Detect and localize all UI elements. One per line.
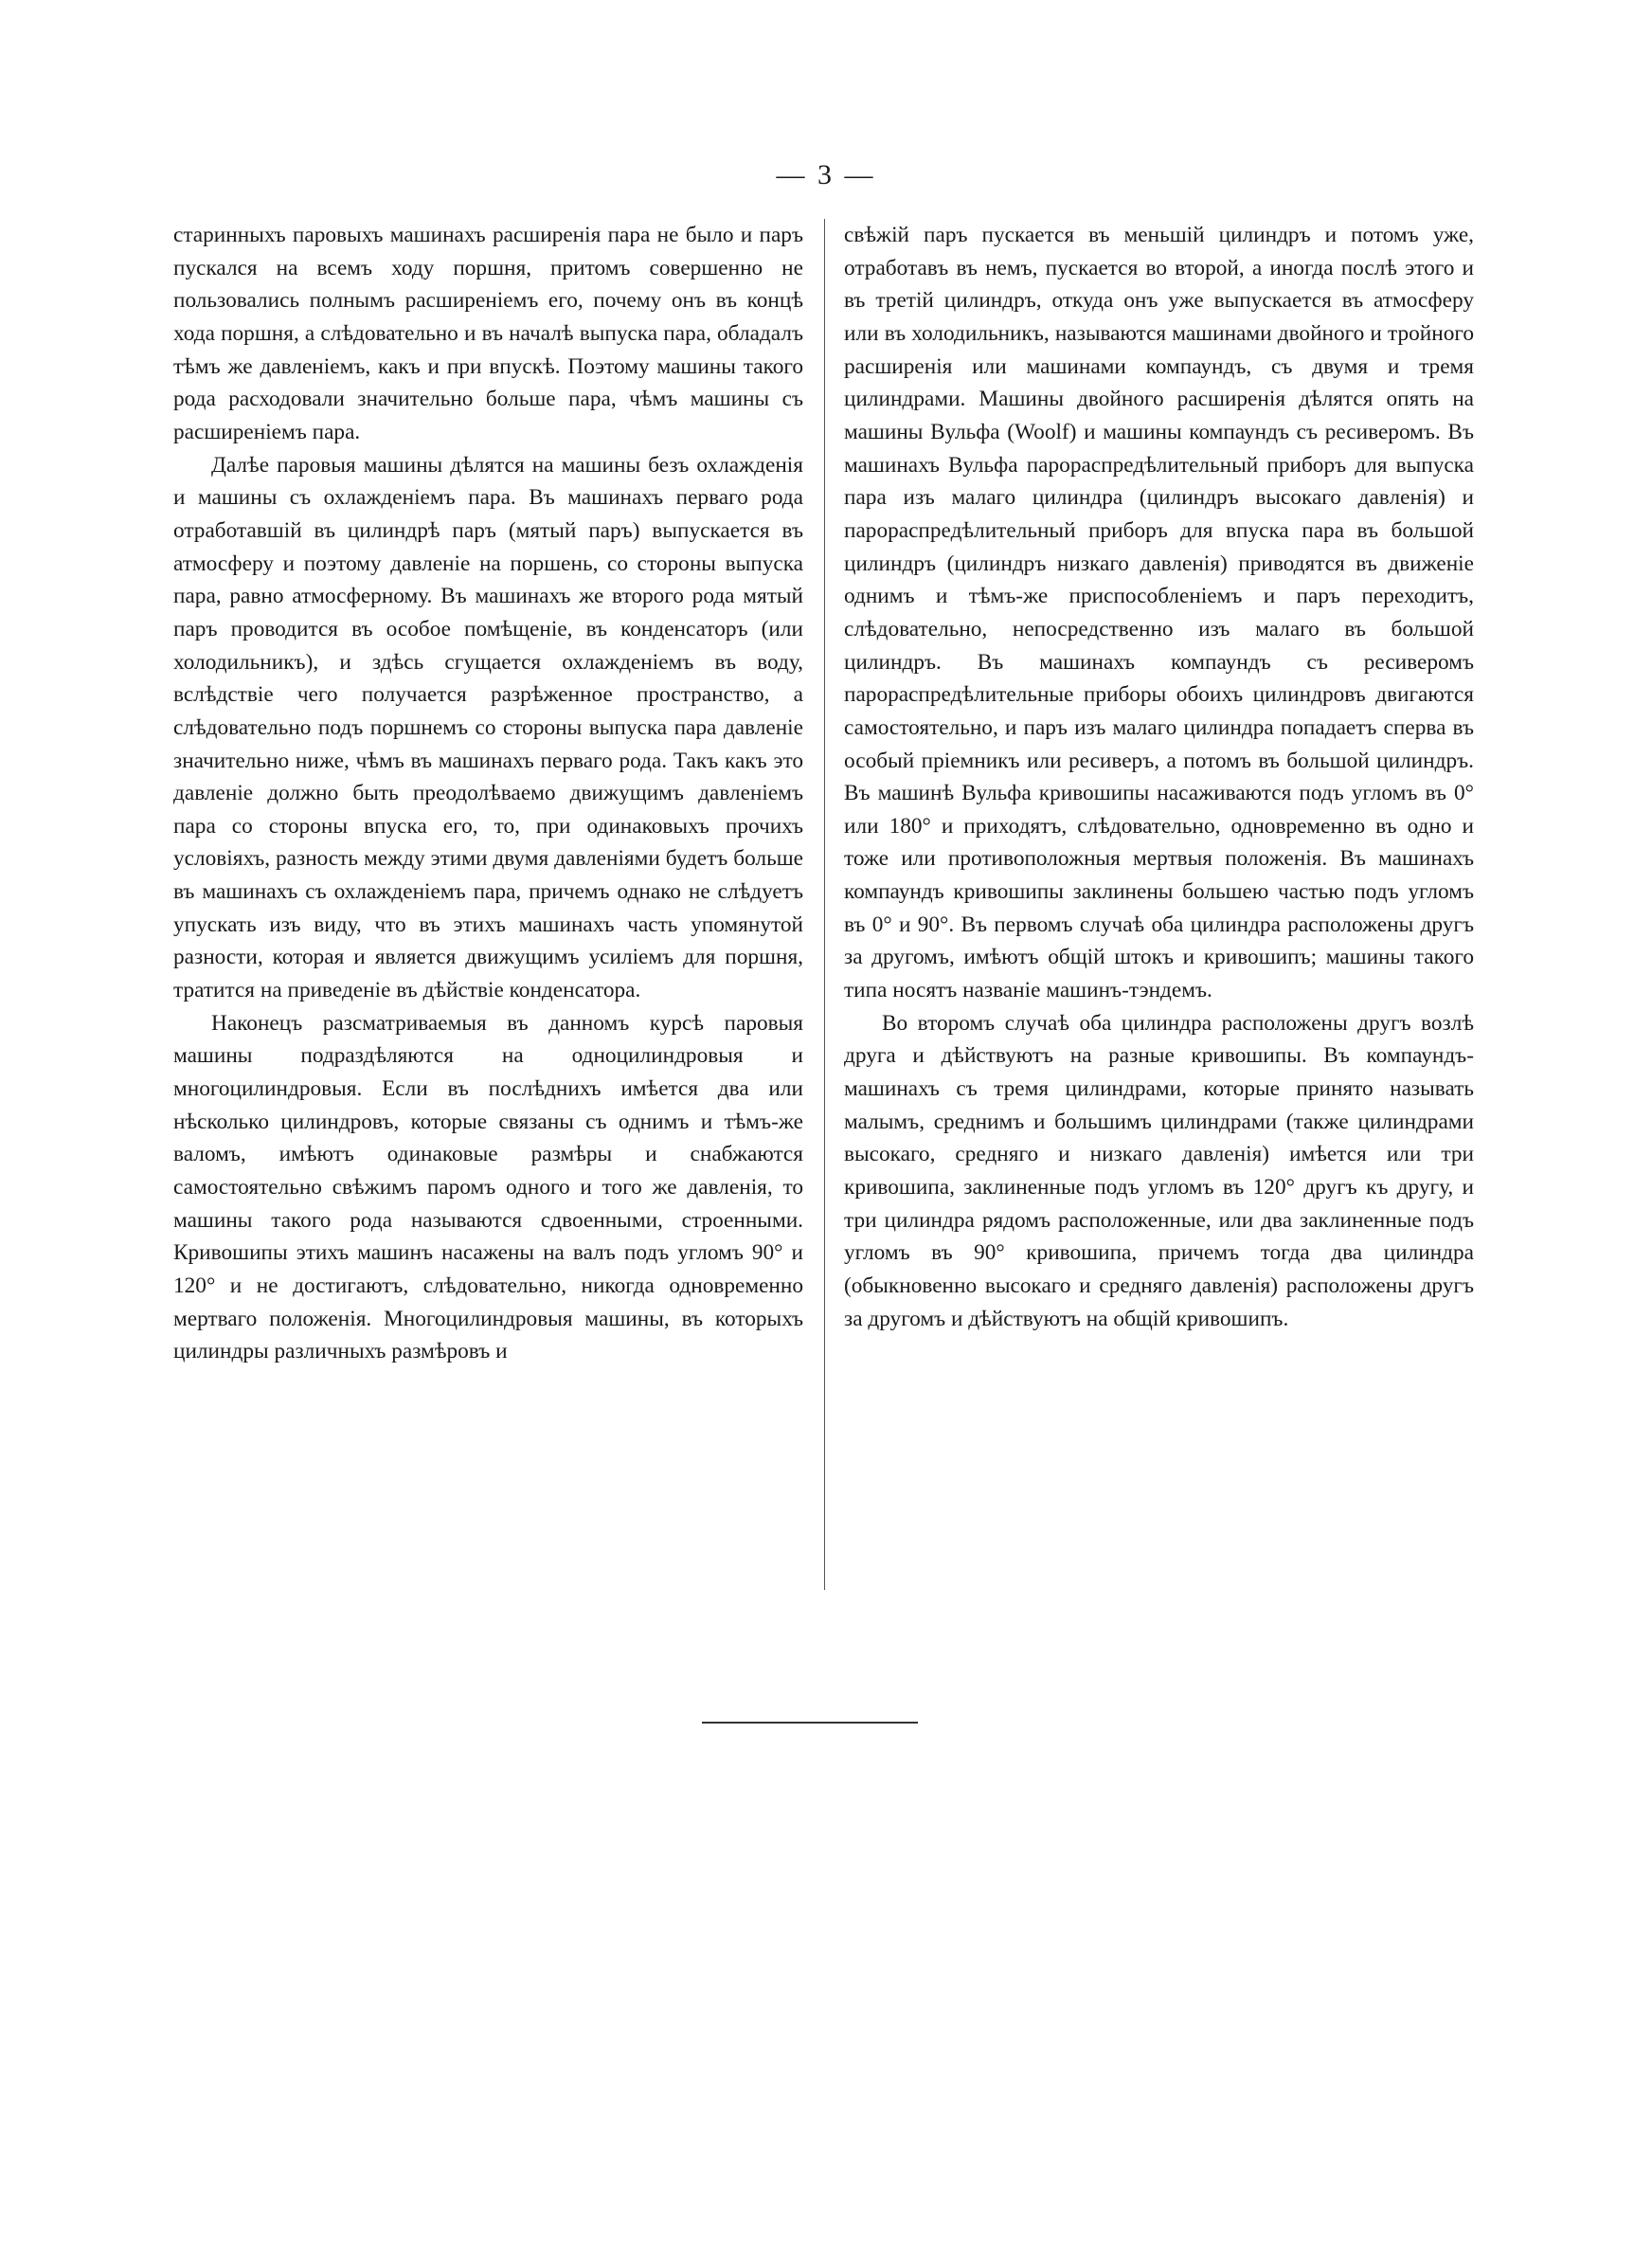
left-text-column <box>173 219 803 1368</box>
right-text-column <box>844 219 1474 1335</box>
paragraph: старинныхъ паровыхъ машинахъ расширенія пара не было и паръ пускался на всемъ ходу поршня, притомъ совершенно не пользовались полнымъ расширеніемъ его, почему онъ въ концѣ хода поршня, а слѣдовательно и въ началѣ выпуска пара, обладалъ тѣмъ же давленіемъ, какъ и при впускѣ. Поэтому машины такого рода расходовали значительно больше пара, чѣмъ машины съ расширеніемъ пара. <box>173 223 803 444</box>
paragraph: Во второмъ случаѣ оба цилиндра расположены другъ возлѣ друга и дѣйствуютъ на разные кривошипы. Въ компаундъ-машинахъ съ тремя цилиндрами, которые принято называть малымъ, среднимъ и большимъ цилиндрами (также цилиндрами высокаго, средняго и низкаго давленія) имѣется или три кривошипа, заклиненные подъ угломъ въ 120° другъ къ другу, и три цилиндра рядомъ расположенные, или два заклиненные подъ угломъ въ 90° кривошипа, причемъ тогда два цилиндра (обыкновенно высокаго и средняго давленія) расположены другъ за другомъ и дѣйствуютъ на общій кривошипъ. <box>844 1010 1474 1331</box>
paragraph: Наконецъ разсматриваемыя въ данномъ курсѣ паровыя машины подраздѣляются на одноцилиндровыя и многоцилиндровыя. Если въ послѣднихъ имѣется два или нѣсколько цилиндровъ, которые связаны съ однимъ и тѣмъ-же валомъ, имѣютъ одинаковые размѣры и снабжаются самостоятельно свѣжимъ паромъ одного и того же давленія, то машины такого рода называются сдвоенными, строенными. Кривошипы этихъ машинъ насажены на валъ подъ угломъ 90° и 120° и не достигаютъ, слѣдовательно, никогда одновременно мертваго положенія. Многоцилиндровыя машины, въ которыхъ цилиндры различныхъ размѣровъ и <box>173 1010 803 1364</box>
column-divider <box>824 219 825 1590</box>
end-rule <box>702 1722 918 1724</box>
page-number: — 3 — <box>776 159 876 190</box>
paragraph: Далѣе паровыя машины дѣлятся на машины безъ охлажденія и машины съ охлажденіемъ пара. Въ машинахъ перваго рода отработавшій въ цилиндрѣ паръ (мятый паръ) выпускается въ атмосферу и поэтому давленіе на поршень, со стороны выпуска пара, равно атмосферному. Въ машинахъ же второго рода мятый паръ проводится въ особое помѣщеніе, въ конденсаторъ (или холодильникъ), и здѣсь сгущается охлажденіемъ въ воду, вслѣдствіе чего получается разрѣженное пространство, а слѣдовательно подъ поршнемъ со стороны выпуска пара давленіе значительно ниже, чѣмъ въ машинахъ перваго рода. Такъ какъ это давленіе должно быть преодолѣваемо движущимъ давленіемъ пара со стороны впуска его, то, при одинаковыхъ прочихъ условіяхъ, разность между этими двумя давленіями будетъ больше въ машинахъ съ охлажденіемъ пара, причемъ однако не слѣдуетъ упускать изъ виду, что въ этихъ машинахъ часть упомянутой разности, которая и является движущимъ усиліемъ для поршня, тратится на приведеніе въ дѣйствіе конденсатора. <box>173 452 803 1003</box>
paragraph: свѣжій паръ пускается въ меньшій цилиндръ и потомъ уже, отработавъ въ немъ, пускается во второй, а иногда послѣ этого и въ третій цилиндръ, откуда онъ уже выпускается въ атмосферу или въ холодильникъ, называются машинами двойного и тройного расширенія или машинами компаундъ, съ двумя и тремя цилиндрами. Машины двойного расширенія дѣлятся опять на машины Вульфа (Woolf) и машины компаундъ съ ресиверомъ. Въ машинахъ Вульфа парораспредѣлительный приборъ для выпуска пара изъ малаго цилиндра (цилиндръ высокаго давленія) и парораспредѣлительный приборъ для впуска пара въ большой цилиндръ (цилиндръ низкаго давленія) приводятся въ движеніе однимъ и тѣмъ-же приспособленіемъ и паръ переходитъ, слѣдовательно, непосредственно изъ малаго въ большой цилиндръ. Въ машинахъ компаундъ съ ресиверомъ парораспредѣлительные приборы обоихъ цилиндровъ двигаются самостоятельно, и паръ изъ малаго цилиндра попадаетъ сперва въ особый пріемникъ или ресиверъ, а потомъ въ большой цилиндръ. Въ машинѣ Вульфа кривошипы насаживаются подъ угломъ въ 0° или 180° и приходятъ, слѣдовательно, одновременно въ одно и тоже или противоположныя мертвыя положенія. Въ машинахъ компаундъ кривошипы заклинены большею частью подъ угломъ въ 0° и 90°. Въ первомъ случаѣ оба цилиндра расположены другъ за другомъ, имѣютъ общій штокъ и кривошипъ; машины такого типа носятъ названіе машинъ-тэндемъ. <box>844 223 1474 1003</box>
